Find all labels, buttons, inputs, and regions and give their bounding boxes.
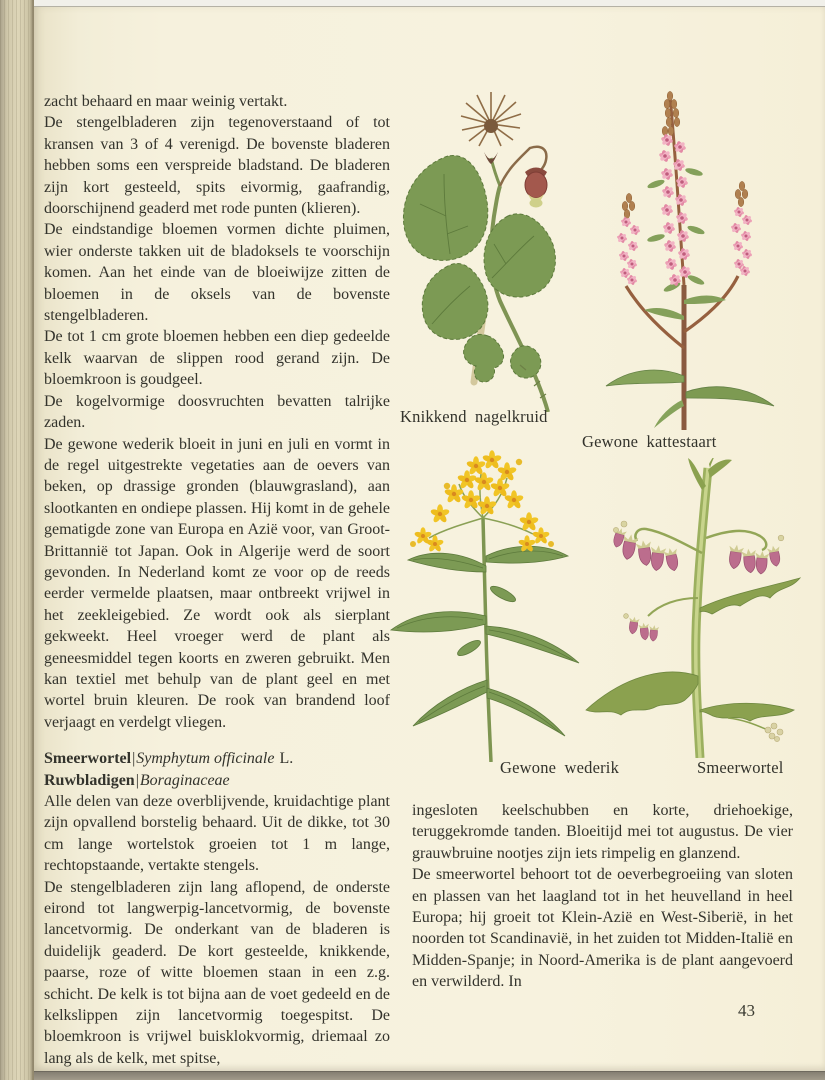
flower-pedicel [500,147,546,186]
bud-stalk [728,718,768,730]
stem-prickles [520,365,546,398]
heading-separator: | [135,771,139,789]
table-edge [0,1071,825,1080]
illustration-caption: Smeerwortel [697,758,784,777]
paragraph: De smeerwortel behoort tot de oeverbegroeiing van sloten en plassen van het laagland tot in het heuvelland in heel Europa; hij groeit tot Klein-Azië en West-Siberië, in het noorden tot Scandinavië, in het zuiden tot Midden-Italië en Midden-Spanje; in Noord-Amerika is de plant aangevoerd en verwilderd. In [412,866,793,991]
paragraph: De eindstandige bloemen vormen dichte pluimen, wier onderste takken uit de bladoksels te voorschijn komen. Aan het einde van de bloeiwijze zitten de bloemen in de oksels van de bovenste stengelbladeren. [44,221,390,325]
heading-separator: | [132,750,136,768]
paragraph: ingesloten keelschubben en korte, driehoekige, teruggekromde tanden. Bloeitijd mei tot augustus. De vier grauwbruine nootjes zijn iets rimpelig en glanzend. [412,802,793,862]
paragraph: De kogelvormige doosvruchten bevatten talrijke zaden. [44,392,390,432]
wederik-drawing [383,448,588,762]
main-stem [483,518,491,762]
illustration-gewone-kattestaart [572,80,797,440]
flower-spike-right [730,181,752,276]
paragraph: Alle delen van deze overblijvende, kruidachtige plant zijn opvallend borstelig behaard. Uit de dikke, tot 30 cm lange wortelstok groeien tot 1 m lange, rechtopstaande, vertakte stengels. [44,793,390,875]
drooping-flower [525,168,547,208]
left-branch [626,286,684,348]
left-flower-cluster [611,521,682,572]
main-stem [491,186,548,412]
paragraph: De tot 1 cm grote bloemen hebben een diep gedeelde kelk waarvan de slippen rood gerand zijn. De bloemkroon is goudgeel. [44,328,390,389]
calyx-bud [484,152,498,164]
species-author: L. [279,750,294,768]
book-page [34,6,825,1071]
top-leaves [688,458,732,490]
illustration-caption: Knikkend nagelkruid [400,407,548,426]
smeerwortel-drawing [578,458,808,758]
family-dutch-name: Ruwbladigen [44,771,135,789]
illustration-knikkend-nagelkruid [388,86,568,417]
paragraph: De gewone wederik bloeit in juni en juli en vormt in de regel uitgestrekte vegetaties aan de oevers van beken, op drassige gronden (blauwgrasland), aan slootkanten en ondiepe plassen. Hij komt in de gehele gematigde zone van Europa en Azië voor, van Groot-Brittannië tot Japan. Ook in Algerije werd de soort gevonden. In Nederland komt ze voor op de reeds eerder vermelde plaatsen, maar ontbreekt vrijwel in het zeekleigebied. Ze wordt ook als sierplant gekweekt. Heel vroeger werd de plant als geneesmiddel tegen koorts en zweren gebruikt. Men kan textiel met behulp van de plant geel en met wortel bruin kleuren. De rook van brandend loof verjaagt en verdelgt vliegen. [44,435,390,731]
flower-spike-center [658,91,691,286]
page-number: 43 [738,1001,755,1020]
leaves [403,155,555,382]
family-latin-name: Boraginaceae [139,771,230,789]
illustration-caption: Gewone kattestaart [582,432,717,451]
paragraph: De stengelbladeren zijn tegenoverstaand of tot kransen van 3 of 4 verenigd. De bovenste bladeren hebben soms een verspreide bladstand. De bladeren zijn kort gesteeld, spits eivormig, gaafrandig, doorschijnend geaderd met rode punten (klieren). [44,114,390,218]
right-flower-cluster [726,535,783,574]
flower-branches [429,474,533,538]
lower-cyme-stalk [648,598,698,616]
seed-burr [461,92,521,146]
illustration-caption: Gewone wederik [500,758,620,777]
species-latin-name: Symphytum officinale [136,750,275,768]
left-text-column [44,91,390,1069]
scan-top-edge [0,0,825,7]
left-cyme-stalk [635,529,702,553]
leaf-veins [420,174,534,324]
illustration-smeerwortel [578,458,808,763]
bud-cluster [765,723,783,742]
illustration-gewone-wederik [383,448,588,767]
leaves [586,578,800,721]
book-page-edges [0,0,34,1080]
leaf-veins [397,551,573,732]
pale-flower-cluster [624,614,660,642]
paragraph: zacht behaard en maar weinig vertakt. [44,93,288,110]
nagelkruid-drawing [388,86,568,412]
species-heading [44,748,390,769]
right-cyme-stalk [706,531,766,550]
kattestaart-drawing [572,80,797,435]
main-stem [696,468,708,758]
family-heading [44,770,390,791]
burr-center [484,119,498,133]
leaves [391,546,579,736]
species-dutch-name: Smeerwortel [44,750,132,768]
right-text-column [412,800,793,993]
cut-stem-stub [474,316,483,382]
paragraph: De stengelbladeren zijn lang aflopend, de onderste eirond tot langwerpig-lancetvormig, de bovenste lancetvormig. De onderkant van de bladeren is duidelijk geaderd. De kort gesteelde, knikkende, paarse, roze of witte bloemen staan in een z.g. schicht. De kelk is tot bijna aan de voet gedeeld en de kelkslippen zijn lancetvormig toegespitst. De bloemkroon is vrijwel buisklokvormig, driemaal zo lang als de kelk, met spitse, [44,878,390,1067]
flower-spike-left [616,193,640,285]
flower-cluster [410,450,554,552]
leaves [606,167,774,428]
right-branch [684,276,738,332]
